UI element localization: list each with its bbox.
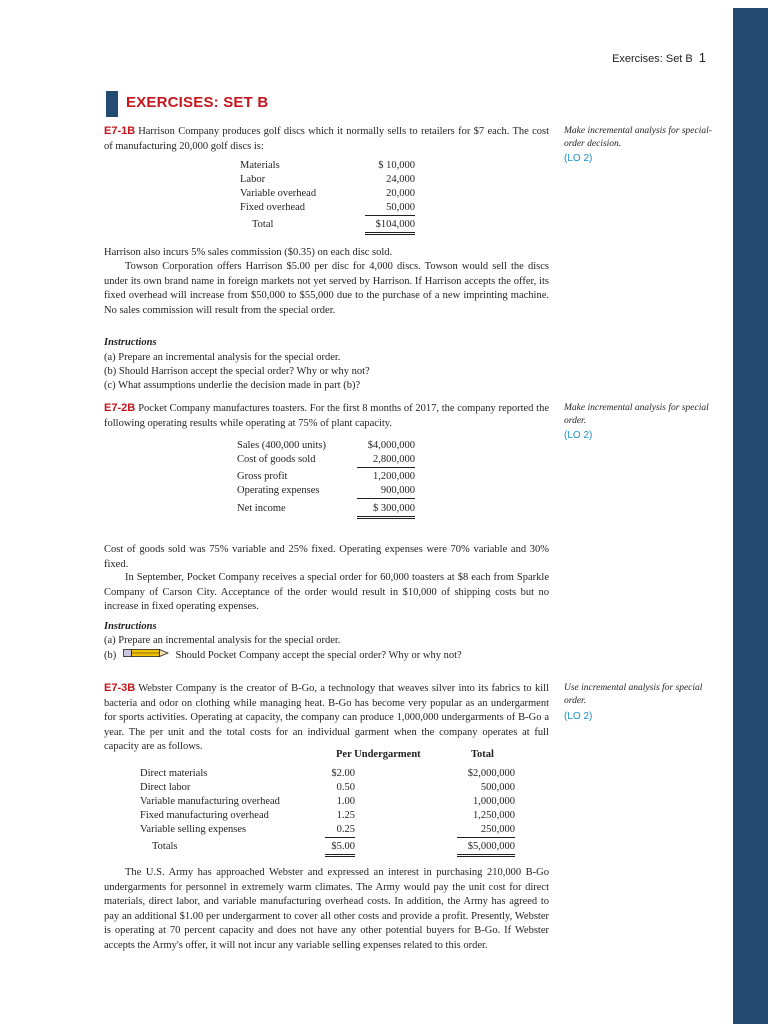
row-per: 1.00 [336, 796, 355, 807]
row-amount: $ 10,000 [378, 160, 415, 171]
e3-intro [104, 681, 549, 755]
column-header-total: Total [471, 749, 494, 760]
row-total: $2,000,000 [467, 768, 515, 779]
row-amount: 24,000 [386, 174, 415, 185]
running-head [612, 50, 706, 65]
row-per: 0.50 [336, 782, 355, 793]
row-total: 250,000 [457, 823, 515, 838]
list-item: (b) Should Harrison accept the special order? Why or why not? [104, 366, 370, 377]
e2-number: E7-2B [104, 402, 136, 414]
e2-instructions-heading: Instructions [104, 621, 157, 632]
e1-number: E7-1B [104, 125, 136, 137]
row-label: Sales (400,000 units) [237, 440, 326, 451]
e3-intro-text: Webster Company is the creator of B-Go, a technology that weaves silver into its fabrics to kill bacteria and odor on clothing while managing heat. B-Go has become very popular as an undergarment for sports activities. Operating at capacity, the company can produce 1,000,000 undergarments of B-Go a year. The per unit and the total costs for an individual garment when the company operates at full capacity are as follows. [104, 683, 549, 752]
row-label: Labor [240, 174, 266, 185]
row-amount: 2,800,000 [357, 453, 415, 468]
row-amount: 900,000 [357, 484, 415, 499]
row-amount: $4,000,000 [367, 440, 415, 451]
row-per: 1.25 [336, 810, 355, 821]
section-title: EXERCISES: SET B [126, 94, 269, 111]
total-amount: $104,000 [365, 218, 415, 235]
list-item-label: (b) [104, 649, 117, 661]
page-edge-strip [733, 8, 768, 1024]
list-item: (a) Prepare an incremental analysis for the special order. [104, 635, 341, 646]
row-total: 500,000 [480, 782, 515, 793]
e2-para1: Cost of goods sold was 75% variable and 25% fixed. Operating expenses were 70% variable and 30% fixed. [104, 544, 549, 570]
running-head-text: Exercises: Set B [612, 53, 693, 65]
row-per: 0.25 [325, 823, 355, 838]
row-amount: $ 300,000 [357, 502, 415, 519]
row-label: Operating expenses [237, 485, 320, 496]
e1-para1: Harrison also incurs 5% sales commission ($0.35) on each disc sold. [104, 247, 393, 258]
e2-para2: In September, Pocket Company receives a special order for 60,000 toasters at $8 each from Sparkle Company of Carson City. Acceptance of the order would result in $10,000 of shipping costs but no increase in fixed operating expenses. [104, 572, 549, 612]
list-item [104, 648, 462, 663]
e1-side-note: Make incremental analysis for special-order decision. [564, 126, 712, 149]
row-label: Variable selling expenses [140, 824, 247, 835]
list-item: (a) Prepare an incremental analysis for the special order. [104, 352, 341, 363]
e3-para1: The U.S. Army has approached Webster and expressed an interest in purchasing 210,000 B-Go undergarments for personnel in extremely warm climates. The Army would pay the unit cost for direct materials, direct labor, and variable manufacturing overhead costs. In addition, the Army has agreed to pay an additional $1.00 per undergarment to cover all other costs and provide a profit. Presently, Webster is operating at 70 percent capacity and does not have any other potential buyers for B-Go. If Webster accepts the Army's offer, it will not incur any variable selling expenses related to this order. [104, 867, 549, 951]
row-label: Direct materials [140, 768, 208, 779]
row-label: Direct labor [140, 782, 191, 793]
row-label: Gross profit [237, 471, 288, 482]
total-total: $5,000,000 [457, 840, 515, 857]
e1-intro-text: Harrison Company produces golf discs which it normally sells to retailers for $7 each. The cost of manufacturing 20,000 golf discs is: [104, 126, 549, 152]
row-amount: 50,000 [365, 201, 415, 216]
e1-instructions-heading: Instructions [104, 337, 157, 348]
total-label: Total [252, 219, 274, 230]
row-label: Fixed manufacturing overhead [140, 810, 269, 821]
row-amount: 20,000 [386, 188, 415, 199]
row-label: Variable overhead [240, 188, 317, 199]
e3-side-note: Use incremental analysis for special order. [564, 683, 703, 706]
row-label: Variable manufacturing overhead [140, 796, 280, 807]
total-label: Totals [152, 841, 178, 852]
e1-intro [104, 124, 549, 154]
row-label: Net income [237, 503, 286, 514]
e2-side-note: Make incremental analysis for special order. [564, 403, 709, 426]
row-label: Materials [240, 160, 280, 171]
total-per: $5.00 [325, 840, 355, 857]
e2-intro [104, 401, 549, 431]
page-number: 1 [698, 50, 706, 65]
e3-number: E7-3B [104, 682, 136, 694]
column-header-per-undergarment: Per Undergarment [336, 749, 421, 760]
row-per: $2.00 [331, 768, 355, 779]
e2-intro-text: Pocket Company manufactures toasters. For the first 8 months of 2017, the company reported the following operating results while operating at 75% of plant capacity. [104, 403, 549, 429]
row-total: 1,000,000 [473, 796, 515, 807]
e2-lo: (LO 2) [564, 430, 593, 441]
e1-lo: (LO 2) [564, 153, 593, 164]
row-total: 1,250,000 [473, 810, 515, 821]
pencil-icon [123, 648, 169, 663]
e3-lo: (LO 2) [564, 711, 593, 722]
e1-para2: Towson Corporation offers Harrison $5.00 per disc for 4,000 discs. Towson would sell the discs under its own brand name in foreign markets not yet served by Harrison. If Harrison accepts the offer, its fixed overhead will increase from $50,000 to $55,000 due to the purchase of a new imprinting machine. No sales commission will result from the special order. [104, 261, 549, 316]
section-marker [106, 91, 118, 117]
list-item: (c) What assumptions underlie the decision made in part (b)? [104, 380, 361, 391]
row-label: Fixed overhead [240, 202, 306, 213]
list-item-text: Should Pocket Company accept the special order? Why or why not? [175, 649, 462, 661]
row-label: Cost of goods sold [237, 454, 316, 465]
row-amount: 1,200,000 [373, 471, 415, 482]
